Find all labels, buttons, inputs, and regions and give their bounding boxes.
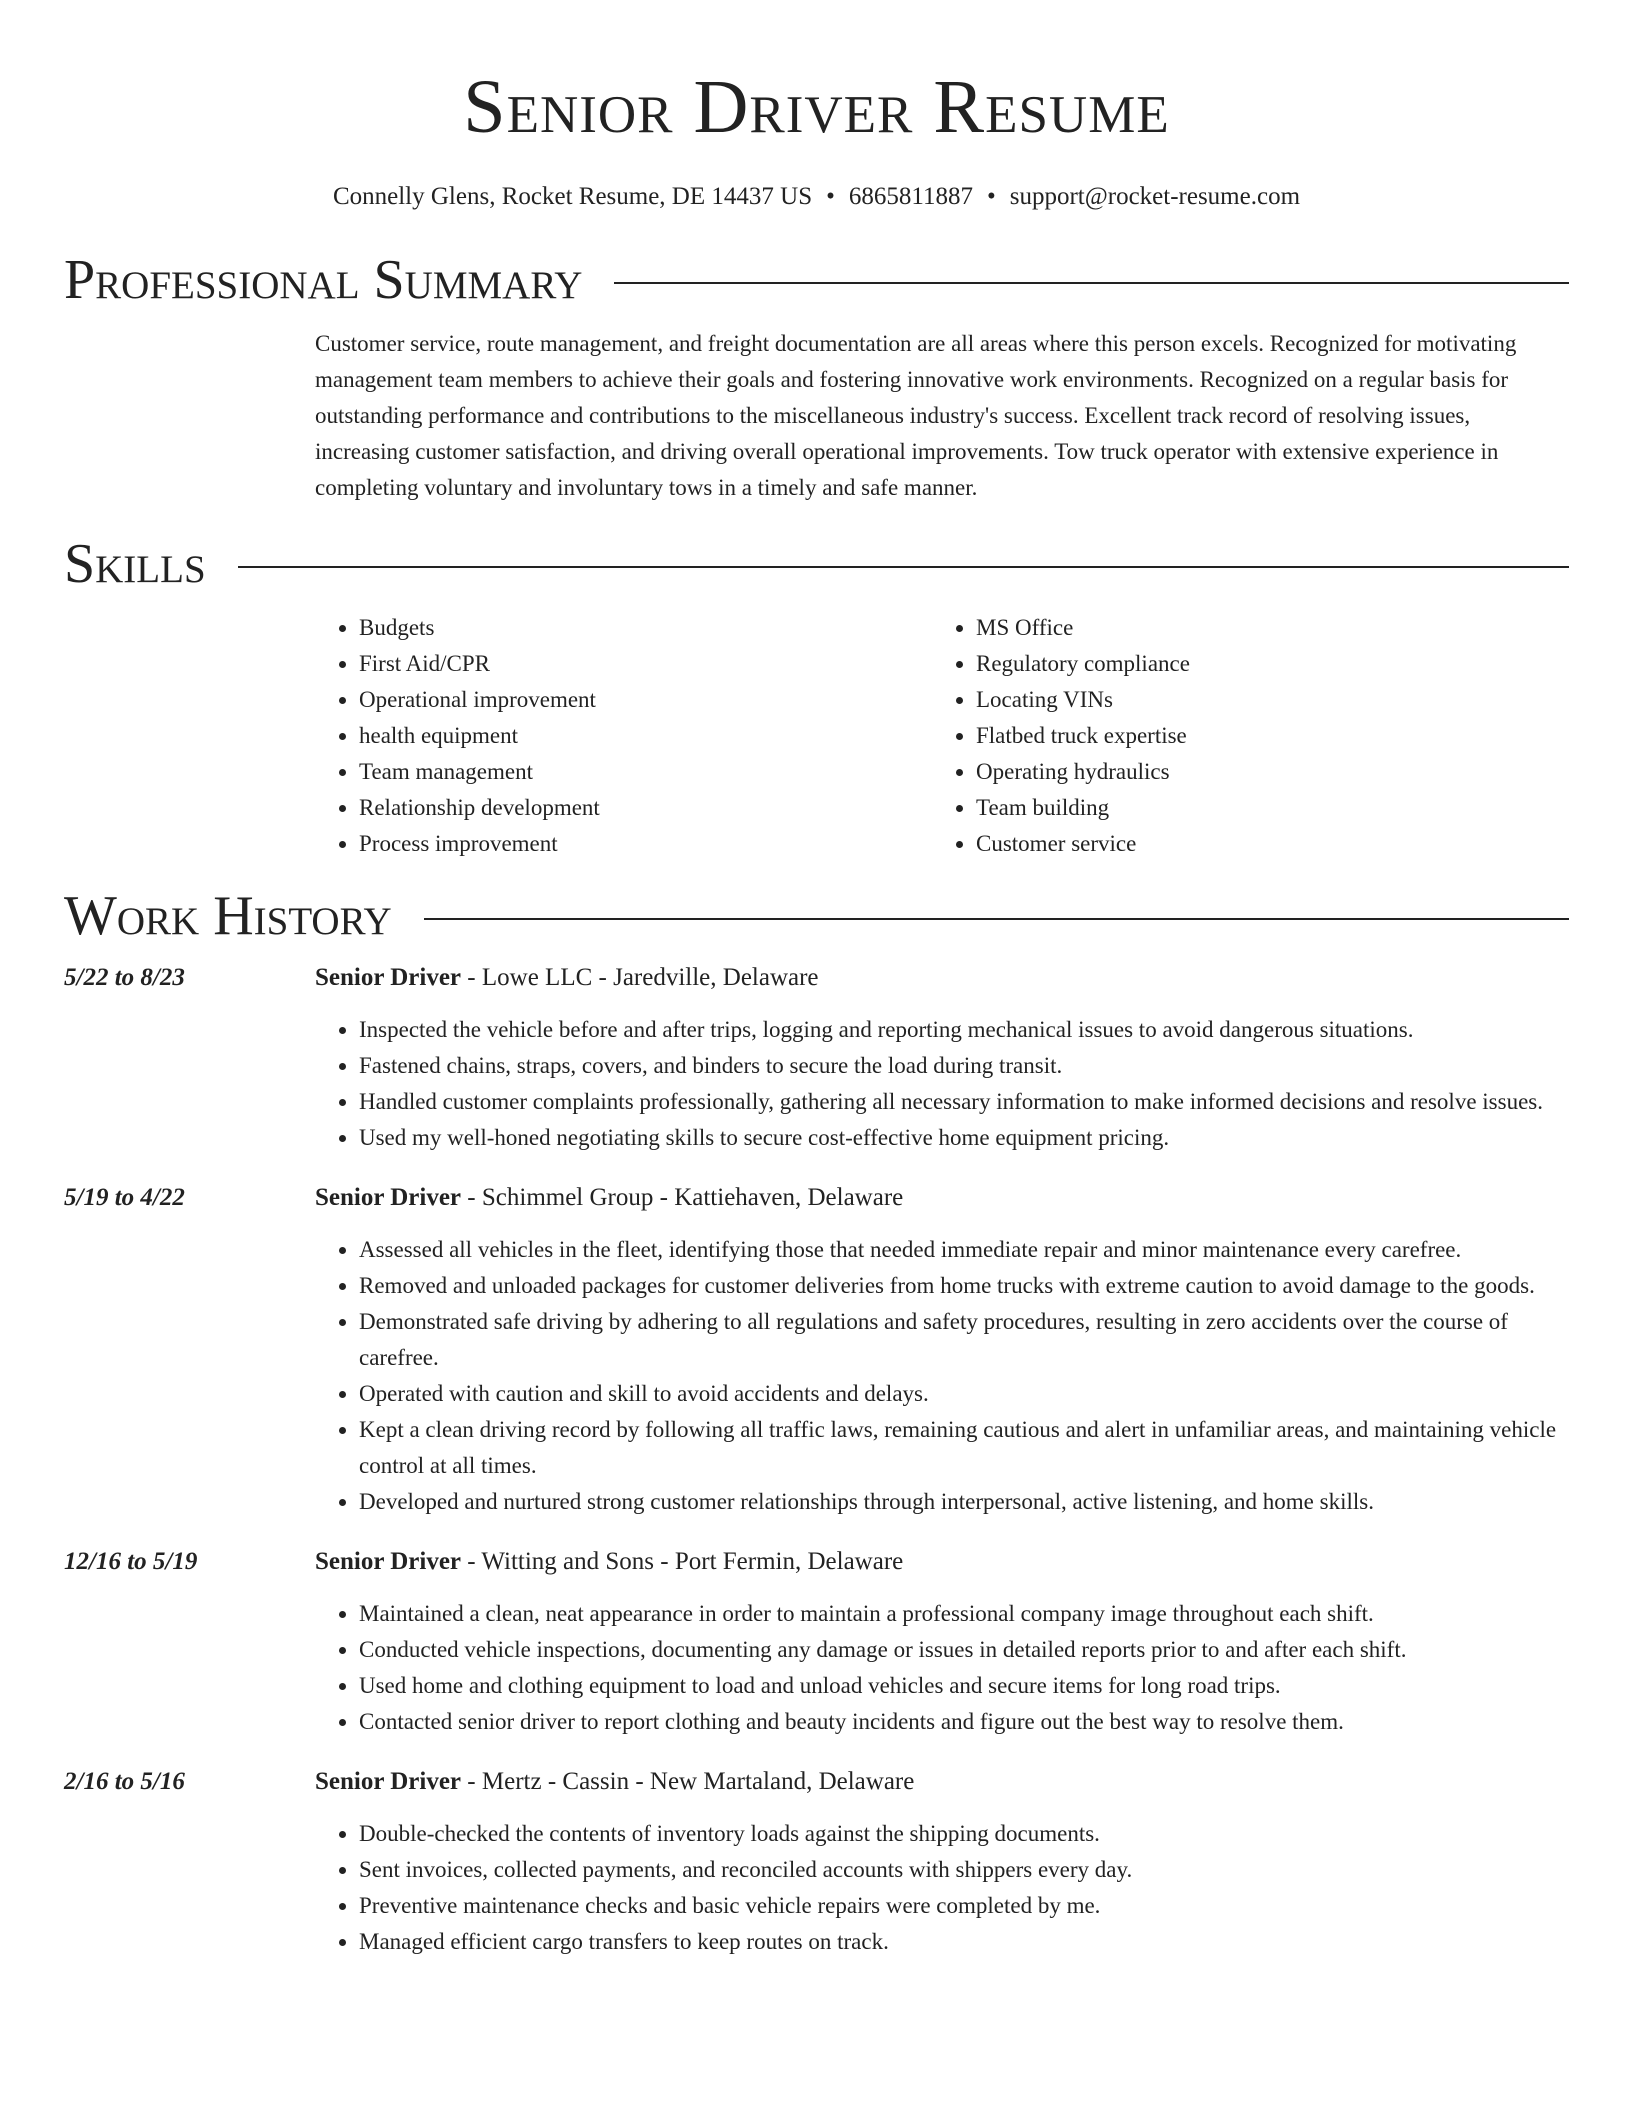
contact-separator: • xyxy=(826,183,835,210)
contact-email: support@rocket-resume.com xyxy=(1009,183,1301,210)
job-title: Senior Driver xyxy=(315,1548,462,1575)
job-title-line xyxy=(315,1180,1569,1216)
job-employer: - Mertz - Cassin - New Martaland, Delaware xyxy=(461,1768,915,1795)
job-details xyxy=(315,960,1569,1156)
skill-item: • Operating hydraulics xyxy=(976,754,1549,790)
job-bullet: • Managed efficient cargo transfers to keep routes on track. xyxy=(359,1924,1569,1960)
job-details xyxy=(315,1180,1569,1520)
skill-item: • Budgets xyxy=(359,610,932,646)
skill-item: • Team management xyxy=(359,754,932,790)
skill-item: • MS Office xyxy=(976,610,1549,646)
skill-item: • Regulatory compliance xyxy=(976,646,1549,682)
job-entry xyxy=(64,1180,1569,1520)
job-employer: - Lowe LLC - Jaredville, Delaware xyxy=(461,964,819,991)
job-title-line xyxy=(315,960,1569,996)
job-dates: 12/16 to 5/19 xyxy=(64,1548,198,1575)
job-bullet: • Conducted vehicle inspections, documenting any damage or issues in detailed reports prior to and after each shift. xyxy=(359,1632,1569,1668)
summary-text: Customer service, route management, and freight documentation are all areas where this person excels. Recognized for motivating management team members to achieve their goals and fostering innovative work environments. Recognized on a regular basis for outstanding performance and contributions to the miscellaneous industry's success. Excellent track record of resolving issues, increasing customer satisfaction, and driving overall operational improvements. Tow truck operator with extensive experience in completing voluntary and involuntary tows in a timely and safe manner. xyxy=(315,331,1517,500)
contact-separator: • xyxy=(986,183,996,210)
section-divider xyxy=(614,282,1569,284)
work-heading: Work History xyxy=(64,885,392,947)
work-section-header xyxy=(64,884,1569,948)
skill-item: • Customer service xyxy=(976,826,1549,862)
job-bullet: • Assessed all vehicles in the fleet, identifying those that needed immediate repair and minor maintenance every carefree. xyxy=(359,1232,1569,1268)
skill-item: • Relationship development xyxy=(359,790,932,826)
job-bullet: • Handled customer complaints professionally, gathering all necessary information to make informed decisions and resolve issues. xyxy=(359,1084,1569,1120)
job-bullet: • Fastened chains, straps, covers, and binders to secure the load during transit. xyxy=(359,1048,1569,1084)
job-entry xyxy=(64,1764,1569,1960)
skill-item: • Flatbed truck expertise xyxy=(976,718,1549,754)
job-bullet: • Contacted senior driver to report clothing and beauty incidents and figure out the best way to resolve them. xyxy=(359,1704,1569,1740)
skill-item: • Locating VINs xyxy=(976,682,1549,718)
job-entry xyxy=(64,960,1569,1156)
job-details xyxy=(315,1544,1569,1740)
skill-item: • Process improvement xyxy=(359,826,932,862)
summary-heading: Professional Summary xyxy=(64,249,583,311)
job-bullet: • Kept a clean driving record by following all traffic laws, remaining cautious and alert in unfamiliar areas, and maintaining vehicle control at all times. xyxy=(359,1412,1569,1484)
skills-grid xyxy=(315,610,1569,862)
job-title: Senior Driver xyxy=(315,964,462,991)
job-employer: - Witting and Sons - Port Fermin, Delaware xyxy=(461,1548,904,1575)
job-bullet: • Operated with caution and skill to avoid accidents and delays. xyxy=(359,1376,1569,1412)
job-title: Senior Driver xyxy=(315,1184,462,1211)
job-entry xyxy=(64,1544,1569,1740)
job-title-line xyxy=(315,1764,1569,1800)
section-divider xyxy=(424,918,1569,920)
job-bullet: • Used home and clothing equipment to load and unload vehicles and secure items for long road trips. xyxy=(359,1668,1569,1704)
skill-item: • Operational improvement xyxy=(359,682,932,718)
job-title: Senior Driver xyxy=(315,1768,462,1795)
job-bullet: • Inspected the vehicle before and after trips, logging and reporting mechanical issues to avoid dangerous situations. xyxy=(359,1012,1569,1048)
summary-section-header xyxy=(64,248,1569,312)
skill-item: • Team building xyxy=(976,790,1549,826)
job-bullet: • Demonstrated safe driving by adhering to all regulations and safety procedures, resulting in zero accidents over the course of carefree. xyxy=(359,1304,1569,1376)
resume-page xyxy=(64,0,1569,1960)
job-employer: - Schimmel Group - Kattiehaven, Delaware xyxy=(461,1184,904,1211)
job-dates: 5/19 to 4/22 xyxy=(64,1184,185,1211)
work-history-list xyxy=(64,960,1569,1960)
resume-title: Senior Driver Resume xyxy=(463,65,1170,149)
section-divider xyxy=(238,566,1569,568)
skills-list-right xyxy=(932,610,1549,862)
job-dates: 5/22 to 8/23 xyxy=(64,964,185,991)
job-bullets xyxy=(315,1596,1569,1740)
job-bullet: • Preventive maintenance checks and basic vehicle repairs were completed by me. xyxy=(359,1888,1569,1924)
job-bullet: • Removed and unloaded packages for customer deliveries from home trucks with extreme caution to avoid damage to the goods. xyxy=(359,1268,1569,1304)
job-bullet: • Double-checked the contents of inventory loads against the shipping documents. xyxy=(359,1816,1569,1852)
skill-item: • health equipment xyxy=(359,718,932,754)
skills-list-left xyxy=(315,610,932,862)
job-bullet: • Used my well-honed negotiating skills to secure cost-effective home equipment pricing. xyxy=(359,1120,1569,1156)
job-bullet: • Developed and nurtured strong customer relationships through interpersonal, active listening, and home skills. xyxy=(359,1484,1569,1520)
contact-phone: 6865811887 xyxy=(848,183,973,210)
job-bullet: • Sent invoices, collected payments, and reconciled accounts with shippers every day. xyxy=(359,1852,1569,1888)
skills-heading: Skills xyxy=(64,533,206,595)
job-bullets xyxy=(315,1232,1569,1520)
skills-section-header xyxy=(64,532,1569,596)
job-dates: 2/16 to 5/16 xyxy=(64,1768,185,1795)
job-details xyxy=(315,1764,1569,1960)
job-bullets xyxy=(315,1816,1569,1960)
contact-address: Connelly Glens, Rocket Resume, DE 14437 US xyxy=(332,183,813,210)
job-bullets xyxy=(315,1012,1569,1156)
job-title-line xyxy=(315,1544,1569,1580)
job-bullet: • Maintained a clean, neat appearance in order to maintain a professional company image throughout each shift. xyxy=(359,1596,1569,1632)
contact-line xyxy=(64,182,1569,212)
skill-item: • First Aid/CPR xyxy=(359,646,932,682)
